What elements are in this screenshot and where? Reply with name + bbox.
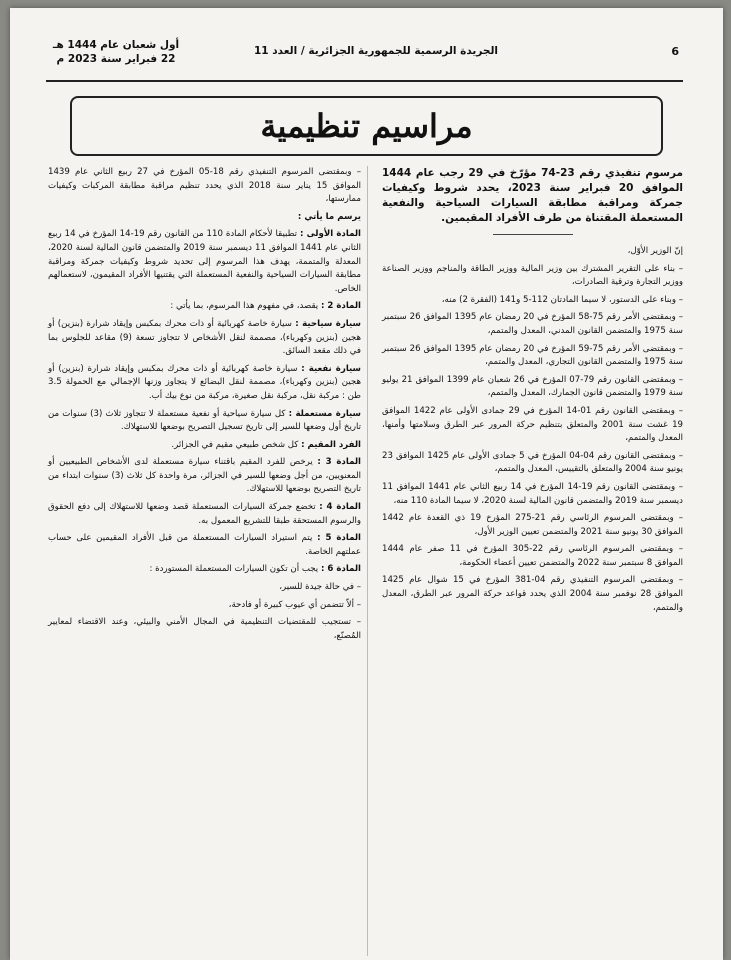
- date-hijri: أول شعبان عام 1444 هـ: [52, 39, 180, 51]
- visa-paragraph: – وبمقتضى المرسوم الرئاسي رقم 21-275 المؤرخ 19 ذي القعدة عام 1442 الموافق 30 يونيو سنة 2021 والمتضمن تعيين الوزير الأول،: [382, 513, 683, 537]
- article-2: [48, 300, 361, 314]
- definition-text: كل شخص طبيعي مقيم في الجزائر.: [171, 439, 299, 450]
- visa-paragraph: – وبمقتضى القانون رقم 04-04 المؤرخ في 5 جمادى الأولى عام 1425 الموافق 23 يونيو سنة 2004 والمتعلق بالتقييس، المعدل والمتمم،: [382, 450, 684, 475]
- definition-utility: [48, 363, 361, 404]
- gazette-page: [10, 8, 723, 960]
- article-text: تخضع جمركة السيارات المستعملة قصد وضعها للاستهلاك إلى دفع الحقوق والرسوم المستحقة طبقا للتشريع المعمول به.: [48, 502, 361, 526]
- visa-paragraph: – وبمقتضى القانون رقم 19-14 المؤرخ في 14 ربيع الثاني عام 1441 الموافق 11 ديسمبر سنة 2019 والمتضمن قانون المالية لسنة 2020، لا سيما المادة 110 منه،: [382, 481, 683, 506]
- definition-term: سيارة سياحية :: [295, 318, 361, 329]
- article-heading: المادة الأولى :: [299, 229, 362, 240]
- visa-paragraph: – وبمقتضى القانون رقم 79-07 المؤرخ في 26 شعبان عام 1399 الموافق 21 يوليو سنة 1979 والمتضمن قانون الجمارك، المعدل والمتمم،: [382, 374, 683, 399]
- page-number: 6: [671, 45, 679, 58]
- title-separator: [493, 234, 573, 235]
- article-4: [48, 501, 361, 528]
- definition-term: سيارة مستعملة :: [288, 408, 362, 419]
- left-column: [48, 166, 361, 647]
- issue-date: [46, 38, 186, 66]
- decree-title: مرسوم تنفيذي رقم 23-74 مؤرّخ في 29 رجب عام 1444 الموافق 20 فبراير سنة 2023، يحدد شروط وكيفيات جمركة ومراقبة مطابقة السيارات السياحية والنفعية المستعملة المقتناة من طرف الأفراد المقيمين.: [382, 167, 683, 224]
- list-item: – في حالة جيدة للسير،: [279, 582, 361, 593]
- article-3: [48, 456, 361, 497]
- visa-paragraph: – وبمقتضى القانون رقم 01-14 المؤرخ في 29 جمادى الأولى عام 1422 الموافق 19 غشت سنة 2001 والمتعلق بتنظيم حركة المرور عبر الطرق وسلامتها وأمنها، المعدل والمتمم،: [382, 405, 683, 444]
- visa-paragraph: – وبمقتضى المرسوم الرئاسي رقم 22-305 المؤرخ في 11 صفر عام 1444 الموافق 8 سبتمبر سنة 2022 والمتضمن تعيين أعضاء الحكومة،: [382, 544, 683, 568]
- right-column: [382, 166, 683, 619]
- visa-paragraph: – وبناء على الدستور، لا سيما المادتان 112-5 و141 (الفقرة 2) منه،: [441, 294, 683, 305]
- definition-text: سيارة خاصة كهربائية أو ذات محرك بمكبس وإيقاد شرارة (بنزين) أو هجين (بنزين وكهرباء)، مصممة لنقل البضائع لا يتجاوز وزنها الإجمالي مع الحمولة 3.5 طن : مركبة نقل، مركبة نقل صغيرة، مركبة من نوع بيك أب.: [48, 363, 361, 401]
- decrees-line: يرسم ما يأتي :: [297, 211, 361, 222]
- visa-paragraph: – وبمقتضى المرسوم التنفيذي رقم 04-381 المؤرخ في 15 شوال عام 1425 الموافق 28 نوفمبر سنة 2004 الذي يحدد قواعد حركة المرور عبر الطرق، المعدل والمتمم،: [382, 575, 684, 613]
- visa-paragraph: – وبمقتضى الأمر رقم 75-58 المؤرخ في 20 رمضان عام 1395 الموافق 26 سبتمبر سنة 1975 والمتضمن القانون المدني، المعدل والمتمم،: [382, 312, 683, 336]
- visa-paragraph: – وبمقتضى الأمر رقم 75-59 المؤرخ في 20 رمضان عام 1395 الموافق 26 سبتمبر سنة 1975 والمتضمن القانون التجاري، المعدل والمتمم،: [382, 343, 683, 368]
- article-text: يرخص للفرد المقيم باقتناء سيارة مستعملة لدى الأشخاص الطبيعيين أو المعنويين، من أجل وضعها للسير في الجزائر، مرة واحدة كل ثلاث (3) سنوات ابتداء من تاريخ التصريح بوضعها للاستهلاك.: [48, 457, 361, 495]
- article-text: يتم استيراد السيارات المستعملة من قبل الأفراد المقيمين على حساب عملتهم الخاصة.: [48, 533, 361, 557]
- article-6: [48, 563, 361, 577]
- section-banner: مراسيم تنظيمية: [70, 96, 663, 156]
- definition-text: سيارة خاصة كهربائية أو ذات محرك بمكبس وإيقاد شرارة (بنزين) أو هجين (بنزين وكهرباء)، مصممة لنقل الأشخاص لا تتجاوز تسعة (9) مقاعد للجلوس بما في ذلك مقعد السائق.: [48, 318, 361, 357]
- definition-resident: [48, 439, 361, 453]
- definition-tourist: [48, 318, 361, 359]
- date-gregorian: 22 فبراير سنة 2023 م: [56, 53, 176, 65]
- definition-term: سيارة نفعية :: [301, 363, 362, 374]
- article-heading: المادة 5 :: [317, 533, 362, 544]
- header-rule: [46, 80, 683, 82]
- definition-text: كل سيارة سياحية أو نفعية مستعملة لا تتجاوز ثلاث (3) سنوات من تاريخ أول وضعها للسير إلى تاريخ تسجيل التصريح بوضعها للاستهلاك.: [48, 408, 361, 433]
- definition-term: الفرد المقيم :: [301, 439, 361, 450]
- visa-paragraph: – وبمقتضى المرسوم التنفيذي رقم 18-05 المؤرخ في 27 ربيع الثاني عام 1439 الموافق 15 يناير سنة 2018 الذي يحدد تنظيم مراقبة مطابقة المركبات وكيفيات ممارستها،: [48, 167, 362, 205]
- article-text: تطبيقا لأحكام المادة 110 من القانون رقم 19-14 المؤرخ في 14 ربيع الثاني عام 1441 الموافق 11 ديسمبر سنة 2019 والمتضمن قانون المالية لسنة 2020، المعدلة والمتممة، يهدف هذا المرسوم إلى تحديد شروط وكيفيات جمركة ومراقبة مطابقة السيارات السياحية والنفعية المستعملة التي يقتنيها الأفراد المقيمون، لاستعمالهم الخاص.: [48, 229, 361, 294]
- article-heading: المادة 4 :: [319, 502, 361, 513]
- page-header: [46, 32, 683, 78]
- journal-title: الجريدة الرسمية للجمهورية الجزائرية / العدد 11: [254, 45, 498, 57]
- article-heading: المادة 6 :: [320, 564, 361, 575]
- article-text: يجب أن تكون السيارات المستعملة المستوردة :: [149, 564, 319, 575]
- article-5: [48, 532, 361, 559]
- list-item: – تستجيب للمقتضيات التنظيمية في المجال الأمني والبيئي، وعند الاقتضاء لمعايير المُصنّع،: [48, 617, 361, 641]
- article-heading: المادة 3 :: [317, 457, 361, 468]
- definition-used: [48, 408, 361, 435]
- article-text: يقصد، في مفهوم هذا المرسوم، بما يأتي :: [170, 301, 319, 312]
- list-item: – ألاّ تتضمن أي عيوب كبيرة أو فادحة،: [228, 599, 361, 610]
- intro-line: إنّ الوزير الأوّل،: [627, 246, 683, 256]
- article-1: [48, 228, 361, 296]
- article-heading: المادة 2 :: [320, 301, 361, 312]
- column-divider: [367, 166, 368, 956]
- visa-paragraph: – بناء على التقرير المشترك بين وزير المالية ووزير الطاقة والمناجم ووزير الصناعة ووزير التجارة وترقية الصادرات،: [382, 263, 683, 288]
